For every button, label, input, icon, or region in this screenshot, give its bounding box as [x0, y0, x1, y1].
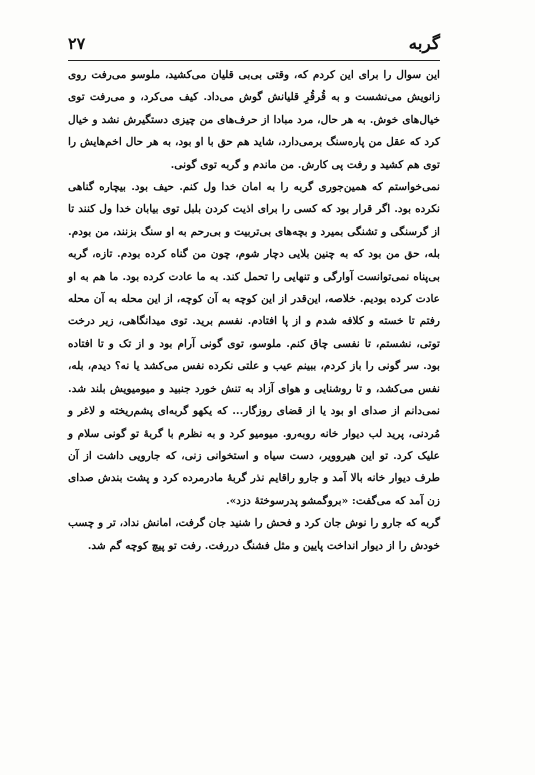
page-header [68, 30, 440, 61]
paragraph: این سوال را برای این کردم که، وقتی بی‌بی قلیان می‌کشید، ملوسو می‌رفت روی زانویش می‌نشست و به قُرقُرِ قلیانش گوش می‌داد. کیف می‌کرد، و می‌رفت توی خیال‌های خوش. به هر حال، مرد مبادا از حرف‌های من چیزی دستگیرش نشد و خیال کرد که عقل من پاره‌سنگ برمی‌دارد، شاید هم حق با او بود، به هر حال اخم‌هایش را توی هم کشید و رفت پی کارش. من ماندم و گربه توی گونی. [68, 69, 440, 171]
paragraph: نمی‌خواستم که همین‌جوری گربه را به امان خدا ول کنم. حیف بود. بیچاره گناهی نکرده بود. اگر قرار بود که کسی را برای اذیت کردن بلبل توی بیابان خدا ول کنند تا از گرسنگی و تشنگی بمیرد و بچه‌های بی‌تربیت و بی‌رحم به او سنگ بزنند، من بودم. بله، حق من بود که به چنین بلایی دچار شوم، چون من گناه کرده بودم. تازه، گربه بی‌پناه نمی‌توانست آوارگی و تنهایی را تحمل کند. به ما عادت کرده بود. ما هم به او عادت کرده بودیم. خلاصه، این‌قدر از این کوچه به آن کوچه، از این محله به آن محله رفتم تا خسته و کلافه شدم و از پا افتادم. نفسم برید. توی میدانگاهی، زیر درخت توتی، نشستم، تا نفسی چاق کنم. ملوسو، توی گونی آرام بود و از تک و تا افتاده بود. سر گونی را باز کردم، ببینم عیب و علتی نکرده نفس می‌کشد یا نه؟ دیدم، بله، نفس می‌کشد، و تا روشنایی و هوای آزاد به تنش خورد جنبید و میومیویش بلند شد. نمی‌دانم از صدای او بود یا از قضای روزگار... که یکهو گربه‌ای پشم‌ریخته و لاغر و مُردنی، پرید لب دیوار خانه روبه‌رو. میومیو کرد و به نظرم با گربهٔ تو گونی سلام و علیک کرد. تو این هیروویر، دست سیاه و استخوانی زنی، که جارویی داشت از آن طرف دیوار خانه بالا آمد و جارو راقایم نذر گربهٔ مادرمرده کرد و پشت بندش صدای زن آمد که می‌گفت: «بروگمشو پدرسوختهٔ دزد». [68, 181, 440, 507]
page-number: ۲۷ [68, 34, 86, 53]
page-body [68, 64, 440, 557]
chapter-title: گربه [408, 34, 440, 54]
paragraph: گربه که جارو را نوش جان کرد و فحش را شنید جان گرفت، امانش نداد، تر و چسب خودش را از دیوار انداخت پایین و مثل فشنگ دررفت. رفت تو پیچ کوچه گم شد. [68, 517, 440, 552]
